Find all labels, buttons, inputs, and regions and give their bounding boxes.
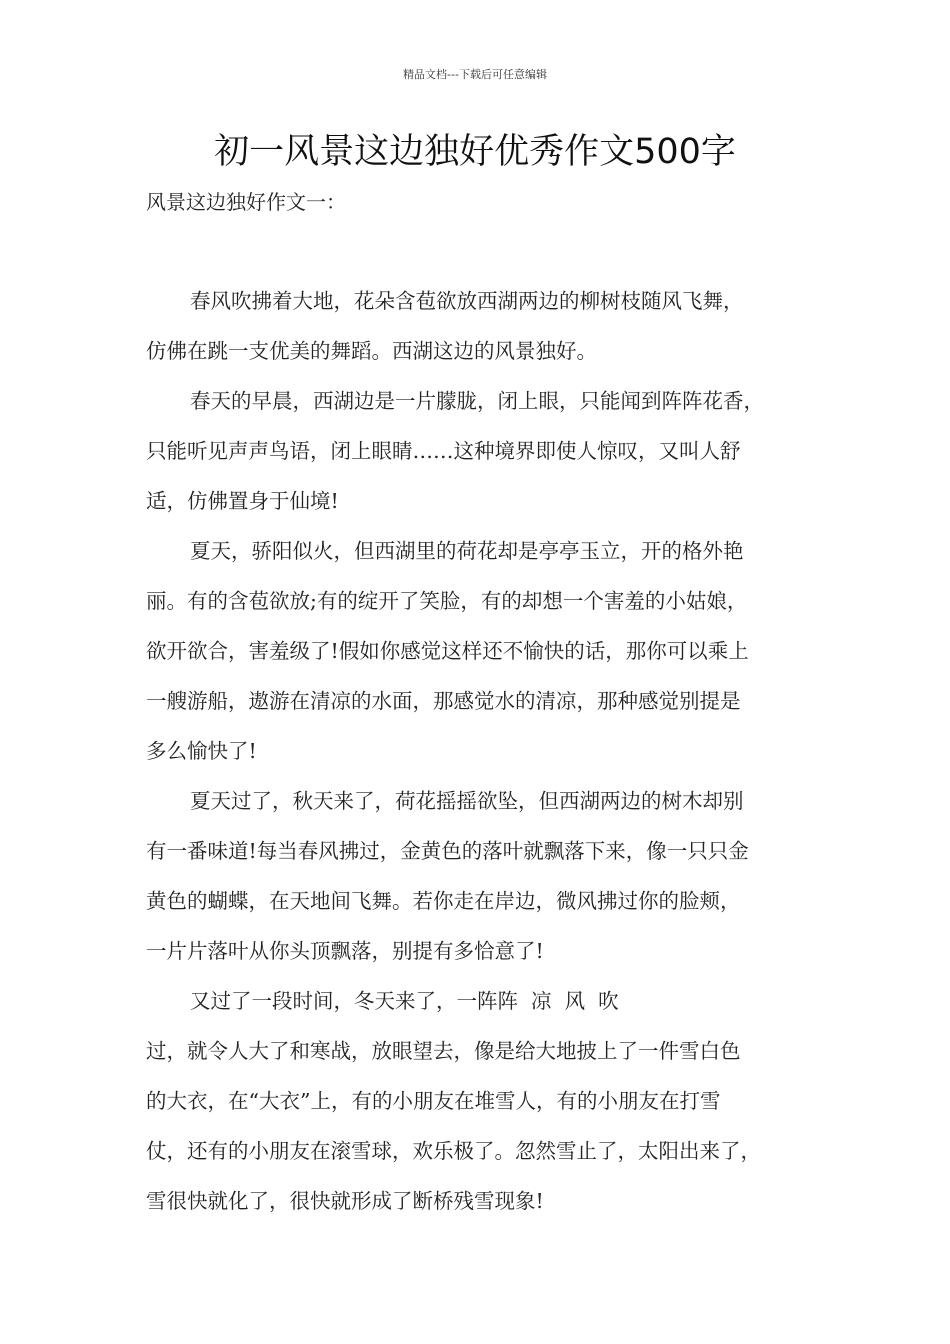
paragraph-line: 春风吹拂着大地，花朵含苞欲放西湖两边的柳树枝随风飞舞， xyxy=(190,289,744,313)
header-note: 精品文档---下载后可任意编辑 xyxy=(403,68,547,81)
paragraph-line: 春天的早晨，西湖边是一片朦胧，闭上眼，只能闻到阵阵花香， xyxy=(190,389,764,413)
essay-body xyxy=(146,276,826,1226)
paragraph-line: 过，就令人大了和寒战，放眼望去，像是给大地披上了一件雪白色 xyxy=(146,1039,741,1063)
paragraph-line: 仗，还有的小朋友在滚雪球，欢乐极了。忽然雪止了，太阳出来了， xyxy=(146,1139,761,1163)
paragraph-line: 一片片落叶从你头顶飘落，别提有多恰意了! xyxy=(146,939,544,963)
paragraph-line: 夏天，骄阳似火，但西湖里的荷花却是亭亭玉立，开的格外艳 xyxy=(190,539,744,563)
paragraph-line: 仿佛在跳一支优美的舞蹈。西湖这边的风景独好。 xyxy=(146,339,597,363)
document-title: 初一风景这边独好优秀作文500字 xyxy=(214,132,736,172)
paragraph-line: 雪很快就化了，很快就形成了断桥残雪现象! xyxy=(146,1189,544,1213)
paragraph-line: 夏天过了，秋天来了，荷花摇摇欲坠，但西湖两边的树木却别 xyxy=(190,789,744,813)
paragraph-line: 只能听见声声鸟语，闭上眼睛……这种境界即使人惊叹，又叫人舒 xyxy=(146,439,741,463)
paragraph-line: 又过了一段时间，冬天来了，一阵阵 凉 风 吹 xyxy=(190,989,619,1013)
paragraph-line: 有一番味道!每当春风拂过，金黄色的落叶就飘落下来，像一只只金 xyxy=(146,839,749,863)
paragraph-line: 黄色的蝴蝶，在天地间飞舞。若你走在岸边，微风拂过你的脸颊， xyxy=(146,889,741,913)
section-subtitle: 风景这边独好作文一： xyxy=(146,190,346,214)
paragraph-line: 欲开欲合，害羞级了!假如你感觉这样还不愉快的话，那你可以乘上 xyxy=(146,639,749,663)
paragraph-line: 多么愉快了! xyxy=(146,739,257,763)
paragraph-line: 丽。有的含苞欲放;有的绽开了笑脸，有的却想一个害羞的小姑娘， xyxy=(146,589,748,613)
paragraph-line: 一艘游船，遨游在清凉的水面，那感觉水的清凉，那种感觉别提是 xyxy=(146,689,741,713)
paragraph-line: 的大衣，在“大衣”上，有的小朋友在堆雪人，有的小朋友在打雪 xyxy=(146,1089,721,1113)
paragraph-line: 适，仿佛置身于仙境! xyxy=(146,489,339,513)
